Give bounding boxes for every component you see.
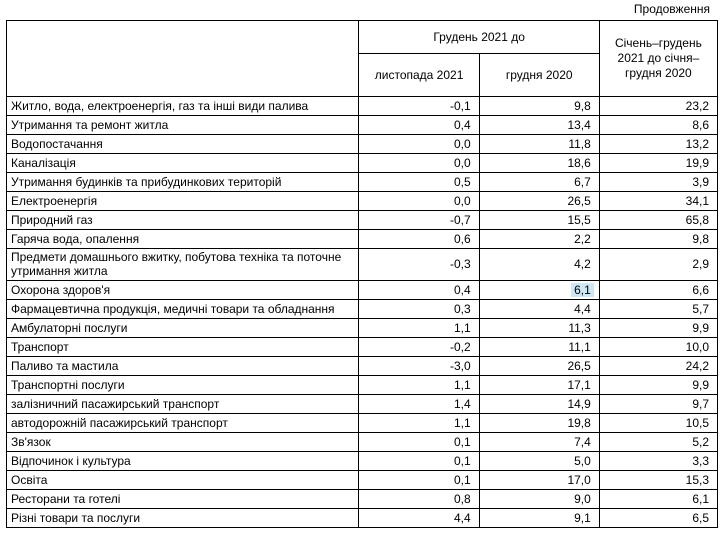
row-value-2: 14,9 — [479, 394, 599, 413]
table-row — [7, 451, 718, 470]
row-value-1: -0,2 — [359, 337, 479, 356]
table-header — [7, 21, 718, 97]
row-value-1: -0,3 — [359, 249, 479, 281]
row-label: Водопостачання — [7, 135, 359, 154]
table-row — [7, 470, 718, 489]
table-row — [7, 318, 718, 337]
row-value-1: 1,4 — [359, 394, 479, 413]
table-row — [7, 135, 718, 154]
row-value-2: 4,2 — [479, 249, 599, 281]
row-label: Каналізація — [7, 154, 359, 173]
table-row — [7, 211, 718, 230]
row-value-3: 9,7 — [599, 394, 717, 413]
row-value-2: 2,2 — [479, 230, 599, 249]
row-label: Транспорт — [7, 337, 359, 356]
header-empty-cell — [7, 21, 359, 97]
row-value-3: 5,2 — [599, 432, 717, 451]
header-col-annual: Січень–грудень 2021 до січня–грудня 2020 — [599, 21, 717, 97]
selected-value: 6,1 — [571, 283, 594, 297]
row-value-1: -0,1 — [359, 97, 479, 116]
row-label: Предмети домашнього вжитку, побутова техніка та поточне утримання житла — [7, 249, 359, 281]
row-value-3: 65,8 — [599, 211, 717, 230]
row-value-3: 6,1 — [599, 489, 717, 508]
header-group-main: Грудень 2021 до — [359, 21, 599, 54]
row-value-3: 24,2 — [599, 356, 717, 375]
row-value-1: 0,6 — [359, 230, 479, 249]
table-row — [7, 413, 718, 432]
row-label: Житло, вода, електроенергія, газ та інші види палива — [7, 97, 359, 116]
row-value-2: 15,5 — [479, 211, 599, 230]
row-value-3: 9,9 — [599, 375, 717, 394]
row-label: Паливо та мастила — [7, 356, 359, 375]
row-label: Фармацевтична продукція, медичні товари та обладнання — [7, 299, 359, 318]
table-body — [7, 97, 718, 528]
row-value-2: 9,1 — [479, 508, 599, 527]
row-label: Утримання та ремонт житла — [7, 116, 359, 135]
row-value-2 — [479, 280, 599, 299]
header-col-december: грудня 2020 — [479, 54, 599, 97]
row-label: Електроенергія — [7, 192, 359, 211]
row-value-3: 3,3 — [599, 451, 717, 470]
row-label: Відпочинок і культура — [7, 451, 359, 470]
table-row — [7, 375, 718, 394]
row-value-2: 6,7 — [479, 173, 599, 192]
table-row — [7, 154, 718, 173]
row-label: Охорона здоров'я — [7, 280, 359, 299]
row-value-2: 13,4 — [479, 116, 599, 135]
row-value-3: 9,8 — [599, 230, 717, 249]
row-value-2: 9,8 — [479, 97, 599, 116]
row-value-2: 18,6 — [479, 154, 599, 173]
row-value-3: 5,7 — [599, 299, 717, 318]
row-label: Природний газ — [7, 211, 359, 230]
row-value-3: 8,6 — [599, 116, 717, 135]
row-value-3: 2,9 — [599, 249, 717, 281]
row-label: Транспортні послуги — [7, 375, 359, 394]
table-row — [7, 192, 718, 211]
row-value-3: 10,0 — [599, 337, 717, 356]
table-row — [7, 356, 718, 375]
row-value-3: 13,2 — [599, 135, 717, 154]
row-value-2: 17,1 — [479, 375, 599, 394]
row-label: Утримання будинків та прибудинкових територій — [7, 173, 359, 192]
row-value-1: 1,1 — [359, 413, 479, 432]
row-label: Різні товари та послуги — [7, 508, 359, 527]
row-value-3: 15,3 — [599, 470, 717, 489]
row-value-2: 11,8 — [479, 135, 599, 154]
row-value-2: 9,0 — [479, 489, 599, 508]
row-label: Амбулаторні послуги — [7, 318, 359, 337]
row-value-1: 1,1 — [359, 375, 479, 394]
row-value-2: 5,0 — [479, 451, 599, 470]
row-value-3: 34,1 — [599, 192, 717, 211]
row-value-1: 0,8 — [359, 489, 479, 508]
table-row — [7, 432, 718, 451]
row-value-2: 26,5 — [479, 192, 599, 211]
row-value-2: 26,5 — [479, 356, 599, 375]
row-value-1: 4,4 — [359, 508, 479, 527]
row-label: Гаряча вода, опалення — [7, 230, 359, 249]
row-value-1: 0,0 — [359, 135, 479, 154]
row-value-1: 0,5 — [359, 173, 479, 192]
table-row — [7, 280, 718, 299]
table-row — [7, 97, 718, 116]
table-row — [7, 508, 718, 527]
table-row — [7, 489, 718, 508]
row-value-2: 11,1 — [479, 337, 599, 356]
row-value-3: 6,6 — [599, 280, 717, 299]
row-label: Зв'язок — [7, 432, 359, 451]
row-value-1: 0,0 — [359, 154, 479, 173]
row-value-2: 7,4 — [479, 432, 599, 451]
row-value-2: 11,3 — [479, 318, 599, 337]
row-label: залізничний пасажирський транспорт — [7, 394, 359, 413]
row-value-2: 19,8 — [479, 413, 599, 432]
price-index-table — [6, 20, 718, 528]
row-value-2: 4,4 — [479, 299, 599, 318]
row-value-3: 23,2 — [599, 97, 717, 116]
row-value-3: 10,5 — [599, 413, 717, 432]
row-value-2: 17,0 — [479, 470, 599, 489]
row-label: Освіта — [7, 470, 359, 489]
continuation-label: Продовження — [633, 2, 710, 16]
row-label: Ресторани та готелі — [7, 489, 359, 508]
row-value-1: 0,3 — [359, 299, 479, 318]
row-value-1: -0,7 — [359, 211, 479, 230]
row-value-1: 0,1 — [359, 470, 479, 489]
header-col-november: листопада 2021 — [359, 54, 479, 97]
row-value-1: -3,0 — [359, 356, 479, 375]
row-value-1: 0,4 — [359, 280, 479, 299]
row-value-3: 6,5 — [599, 508, 717, 527]
row-value-1: 0,0 — [359, 192, 479, 211]
row-value-3: 19,9 — [599, 154, 717, 173]
row-value-1: 0,1 — [359, 432, 479, 451]
table-row — [7, 394, 718, 413]
table-row — [7, 173, 718, 192]
table-row — [7, 116, 718, 135]
row-value-1: 0,1 — [359, 451, 479, 470]
row-value-1: 0,4 — [359, 116, 479, 135]
table-row — [7, 249, 718, 281]
table-row — [7, 230, 718, 249]
table-row — [7, 299, 718, 318]
row-value-3: 9,9 — [599, 318, 717, 337]
row-value-1: 1,1 — [359, 318, 479, 337]
row-label: автодорожній пасажирський транспорт — [7, 413, 359, 432]
table-row — [7, 337, 718, 356]
row-value-3: 3,9 — [599, 173, 717, 192]
